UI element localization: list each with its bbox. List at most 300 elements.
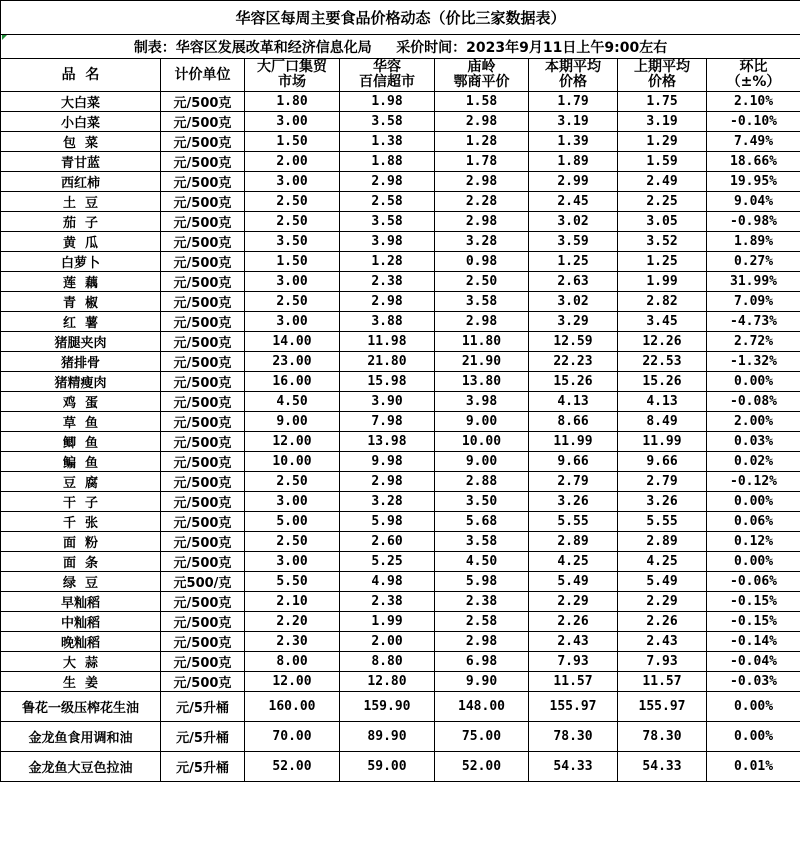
price-market1: 16.00 xyxy=(245,372,340,392)
price-market3: 21.90 xyxy=(435,352,529,372)
price-current-avg: 22.23 xyxy=(529,352,618,372)
item-name: 鲫 鱼 xyxy=(1,432,161,452)
item-unit: 元/5升桶 xyxy=(161,752,245,782)
price-previous-avg: 3.52 xyxy=(618,232,707,252)
table-row xyxy=(1,552,800,572)
item-name: 鸡 蛋 xyxy=(1,392,161,412)
cell-marker xyxy=(2,35,7,40)
price-market2: 2.98 xyxy=(340,292,435,312)
price-change: 2.10% xyxy=(707,92,800,112)
price-change: 7.49% xyxy=(707,132,800,152)
item-unit: 元/500克 xyxy=(161,472,245,492)
price-change: 0.00% xyxy=(707,372,800,392)
price-market3: 2.88 xyxy=(435,472,529,492)
table-row xyxy=(1,212,800,232)
table-row xyxy=(1,112,800,132)
price-change: -4.73% xyxy=(707,312,800,332)
item-unit: 元500/克 xyxy=(161,572,245,592)
survey-time-label: 采价时间：2023年9月11日上午9:00左右 xyxy=(396,39,668,56)
price-market3: 2.98 xyxy=(435,312,529,332)
price-market2: 1.88 xyxy=(340,152,435,172)
price-market1: 2.50 xyxy=(245,292,340,312)
item-name: 鳊 鱼 xyxy=(1,452,161,472)
price-current-avg: 11.57 xyxy=(529,672,618,692)
item-unit: 元/500克 xyxy=(161,432,245,452)
item-unit: 元/500克 xyxy=(161,552,245,572)
header-market3: 庙岭 鄂商平价 xyxy=(435,59,529,92)
price-market1: 70.00 xyxy=(245,722,340,752)
price-previous-avg: 5.49 xyxy=(618,572,707,592)
item-unit: 元/500克 xyxy=(161,352,245,372)
price-market2: 11.98 xyxy=(340,332,435,352)
table-row xyxy=(1,452,800,472)
table-row xyxy=(1,672,800,692)
price-change: -0.03% xyxy=(707,672,800,692)
price-market1: 5.00 xyxy=(245,512,340,532)
price-market2: 3.98 xyxy=(340,232,435,252)
price-current-avg: 4.13 xyxy=(529,392,618,412)
price-market2: 2.38 xyxy=(340,272,435,292)
price-current-avg: 2.29 xyxy=(529,592,618,612)
price-previous-avg: 1.99 xyxy=(618,272,707,292)
item-name: 土 豆 xyxy=(1,192,161,212)
item-unit: 元/500克 xyxy=(161,292,245,312)
price-market3: 3.58 xyxy=(435,292,529,312)
price-previous-avg: 1.59 xyxy=(618,152,707,172)
price-market2: 9.98 xyxy=(340,452,435,472)
price-market3: 2.58 xyxy=(435,612,529,632)
price-previous-avg: 2.29 xyxy=(618,592,707,612)
item-name: 金龙鱼食用调和油 xyxy=(1,722,161,752)
item-unit: 元/500克 xyxy=(161,92,245,112)
price-market3: 3.98 xyxy=(435,392,529,412)
price-market3: 13.80 xyxy=(435,372,529,392)
table-row xyxy=(1,692,800,722)
item-unit: 元/500克 xyxy=(161,512,245,532)
price-market2: 12.80 xyxy=(340,672,435,692)
price-market3: 2.98 xyxy=(435,632,529,652)
price-market1: 9.00 xyxy=(245,412,340,432)
item-unit: 元/500克 xyxy=(161,612,245,632)
price-change: 2.72% xyxy=(707,332,800,352)
item-name: 包 菜 xyxy=(1,132,161,152)
price-market2: 3.90 xyxy=(340,392,435,412)
table-row xyxy=(1,652,800,672)
price-previous-avg: 5.55 xyxy=(618,512,707,532)
table-row xyxy=(1,632,800,652)
item-unit: 元/500克 xyxy=(161,632,245,652)
price-market3: 5.98 xyxy=(435,572,529,592)
price-market1: 2.50 xyxy=(245,472,340,492)
price-change: 18.66% xyxy=(707,152,800,172)
price-previous-avg: 2.89 xyxy=(618,532,707,552)
price-market2: 5.25 xyxy=(340,552,435,572)
price-market2: 2.00 xyxy=(340,632,435,652)
header-name: 品 名 xyxy=(1,59,161,92)
price-market3: 4.50 xyxy=(435,552,529,572)
item-unit: 元/500克 xyxy=(161,192,245,212)
item-unit: 元/500克 xyxy=(161,252,245,272)
price-current-avg: 3.02 xyxy=(529,292,618,312)
price-change: -0.04% xyxy=(707,652,800,672)
table-info xyxy=(1,35,800,59)
table-row xyxy=(1,232,800,252)
price-change: -0.08% xyxy=(707,392,800,412)
price-market1: 8.00 xyxy=(245,652,340,672)
price-current-avg: 2.99 xyxy=(529,172,618,192)
price-previous-avg: 3.05 xyxy=(618,212,707,232)
table-row xyxy=(1,152,800,172)
price-previous-avg: 2.79 xyxy=(618,472,707,492)
price-market1: 2.10 xyxy=(245,592,340,612)
price-market1: 2.00 xyxy=(245,152,340,172)
price-current-avg: 15.26 xyxy=(529,372,618,392)
price-market1: 3.00 xyxy=(245,172,340,192)
price-previous-avg: 54.33 xyxy=(618,752,707,782)
price-previous-avg: 7.93 xyxy=(618,652,707,672)
table-row xyxy=(1,532,800,552)
price-market3: 2.28 xyxy=(435,192,529,212)
price-market3: 9.00 xyxy=(435,452,529,472)
price-market2: 4.98 xyxy=(340,572,435,592)
item-unit: 元/500克 xyxy=(161,452,245,472)
price-market1: 10.00 xyxy=(245,452,340,472)
item-unit: 元/500克 xyxy=(161,652,245,672)
price-change: 0.02% xyxy=(707,452,800,472)
price-market2: 3.88 xyxy=(340,312,435,332)
price-market2: 1.28 xyxy=(340,252,435,272)
price-change: 0.00% xyxy=(707,552,800,572)
header-row xyxy=(1,59,800,92)
price-market2: 7.98 xyxy=(340,412,435,432)
price-market3: 1.58 xyxy=(435,92,529,112)
price-market2: 2.60 xyxy=(340,532,435,552)
price-change: -0.98% xyxy=(707,212,800,232)
price-current-avg: 155.97 xyxy=(529,692,618,722)
price-market3: 6.98 xyxy=(435,652,529,672)
price-change: 0.00% xyxy=(707,692,800,722)
table-row xyxy=(1,312,800,332)
price-market2: 8.80 xyxy=(340,652,435,672)
price-market1: 12.00 xyxy=(245,432,340,452)
price-change: 9.04% xyxy=(707,192,800,212)
item-unit: 元/500克 xyxy=(161,132,245,152)
price-market2: 5.98 xyxy=(340,512,435,532)
price-current-avg: 11.99 xyxy=(529,432,618,452)
price-current-avg: 1.25 xyxy=(529,252,618,272)
price-change: 0.12% xyxy=(707,532,800,552)
price-market2: 3.58 xyxy=(340,112,435,132)
price-previous-avg: 12.26 xyxy=(618,332,707,352)
price-market1: 3.00 xyxy=(245,112,340,132)
table-row xyxy=(1,612,800,632)
item-name: 茄 子 xyxy=(1,212,161,232)
table-title: 华容区每周主要食品价格动态（价比三家数据表） xyxy=(1,1,800,35)
price-previous-avg: 1.25 xyxy=(618,252,707,272)
price-change: 7.09% xyxy=(707,292,800,312)
item-unit: 元/500克 xyxy=(161,492,245,512)
price-change: 1.89% xyxy=(707,232,800,252)
table-row xyxy=(1,572,800,592)
price-previous-avg: 155.97 xyxy=(618,692,707,722)
price-market1: 14.00 xyxy=(245,332,340,352)
price-market2: 15.98 xyxy=(340,372,435,392)
price-market1: 160.00 xyxy=(245,692,340,722)
price-change: 0.03% xyxy=(707,432,800,452)
price-current-avg: 3.29 xyxy=(529,312,618,332)
item-unit: 元/500克 xyxy=(161,372,245,392)
table-row xyxy=(1,722,800,752)
item-name: 晚籼稻 xyxy=(1,632,161,652)
item-name: 大白菜 xyxy=(1,92,161,112)
header-market2: 华容 百信超市 xyxy=(340,59,435,92)
price-market3: 2.38 xyxy=(435,592,529,612)
price-market1: 2.50 xyxy=(245,192,340,212)
price-current-avg: 2.89 xyxy=(529,532,618,552)
header-unit: 计价单位 xyxy=(161,59,245,92)
price-current-avg: 1.79 xyxy=(529,92,618,112)
item-unit: 元/500克 xyxy=(161,152,245,172)
price-current-avg: 2.79 xyxy=(529,472,618,492)
price-current-avg: 78.30 xyxy=(529,722,618,752)
table-row xyxy=(1,272,800,292)
price-previous-avg: 2.82 xyxy=(618,292,707,312)
item-name: 青甘蓝 xyxy=(1,152,161,172)
item-unit: 元/500克 xyxy=(161,172,245,192)
item-unit: 元/500克 xyxy=(161,392,245,412)
price-market1: 3.00 xyxy=(245,312,340,332)
price-change: -0.14% xyxy=(707,632,800,652)
price-market2: 1.98 xyxy=(340,92,435,112)
price-current-avg: 5.49 xyxy=(529,572,618,592)
price-current-avg: 7.93 xyxy=(529,652,618,672)
price-market3: 3.58 xyxy=(435,532,529,552)
item-name: 大 蒜 xyxy=(1,652,161,672)
price-change: -0.15% xyxy=(707,612,800,632)
header-change: 环比 （±%） xyxy=(707,59,800,92)
price-market1: 1.50 xyxy=(245,132,340,152)
table-row xyxy=(1,252,800,272)
price-market3: 2.98 xyxy=(435,212,529,232)
price-current-avg: 3.59 xyxy=(529,232,618,252)
price-change: 19.95% xyxy=(707,172,800,192)
price-current-avg: 5.55 xyxy=(529,512,618,532)
price-previous-avg: 2.26 xyxy=(618,612,707,632)
price-market3: 1.78 xyxy=(435,152,529,172)
item-name: 面 粉 xyxy=(1,532,161,552)
item-unit: 元/500克 xyxy=(161,312,245,332)
price-previous-avg: 11.57 xyxy=(618,672,707,692)
price-current-avg: 2.45 xyxy=(529,192,618,212)
item-unit: 元/500克 xyxy=(161,112,245,132)
price-current-avg: 3.26 xyxy=(529,492,618,512)
price-market1: 2.20 xyxy=(245,612,340,632)
item-name: 小白菜 xyxy=(1,112,161,132)
price-current-avg: 2.43 xyxy=(529,632,618,652)
price-market2: 1.99 xyxy=(340,612,435,632)
price-market2: 2.58 xyxy=(340,192,435,212)
price-market1: 2.50 xyxy=(245,532,340,552)
price-market2: 2.98 xyxy=(340,172,435,192)
price-market3: 3.28 xyxy=(435,232,529,252)
price-change: 0.00% xyxy=(707,492,800,512)
price-current-avg: 9.66 xyxy=(529,452,618,472)
item-name: 中籼稻 xyxy=(1,612,161,632)
price-market2: 21.80 xyxy=(340,352,435,372)
price-market3: 11.80 xyxy=(435,332,529,352)
price-current-avg: 2.63 xyxy=(529,272,618,292)
price-current-avg: 8.66 xyxy=(529,412,618,432)
item-name: 黄 瓜 xyxy=(1,232,161,252)
header-market1: 大厂口集贸 市场 xyxy=(245,59,340,92)
price-change: 0.06% xyxy=(707,512,800,532)
header-current-avg: 本期平均 价格 xyxy=(529,59,618,92)
price-market3: 75.00 xyxy=(435,722,529,752)
price-current-avg: 12.59 xyxy=(529,332,618,352)
price-previous-avg: 4.13 xyxy=(618,392,707,412)
price-market3: 148.00 xyxy=(435,692,529,722)
price-previous-avg: 8.49 xyxy=(618,412,707,432)
item-name: 生 姜 xyxy=(1,672,161,692)
price-current-avg: 2.26 xyxy=(529,612,618,632)
price-market1: 2.50 xyxy=(245,212,340,232)
price-previous-avg: 2.25 xyxy=(618,192,707,212)
price-market3: 9.90 xyxy=(435,672,529,692)
item-unit: 元/500克 xyxy=(161,532,245,552)
price-market1: 23.00 xyxy=(245,352,340,372)
item-name: 白萝卜 xyxy=(1,252,161,272)
table-row xyxy=(1,592,800,612)
item-unit: 元/500克 xyxy=(161,332,245,352)
item-unit: 元/500克 xyxy=(161,272,245,292)
table-row xyxy=(1,192,800,212)
item-unit: 元/500克 xyxy=(161,592,245,612)
price-market1: 3.50 xyxy=(245,232,340,252)
item-unit: 元/500克 xyxy=(161,232,245,252)
price-market2: 1.38 xyxy=(340,132,435,152)
table-row xyxy=(1,92,800,112)
item-name: 豆 腐 xyxy=(1,472,161,492)
item-name: 金龙鱼大豆色拉油 xyxy=(1,752,161,782)
price-change: -0.10% xyxy=(707,112,800,132)
price-market3: 10.00 xyxy=(435,432,529,452)
table-row xyxy=(1,392,800,412)
price-market3: 3.50 xyxy=(435,492,529,512)
price-market3: 2.50 xyxy=(435,272,529,292)
price-market2: 89.90 xyxy=(340,722,435,752)
price-change: -0.15% xyxy=(707,592,800,612)
price-previous-avg: 15.26 xyxy=(618,372,707,392)
price-previous-avg: 3.19 xyxy=(618,112,707,132)
price-current-avg: 3.02 xyxy=(529,212,618,232)
item-name: 青 椒 xyxy=(1,292,161,312)
price-market2: 2.38 xyxy=(340,592,435,612)
item-unit: 元/5升桶 xyxy=(161,692,245,722)
item-name: 鲁花一级压榨花生油 xyxy=(1,692,161,722)
item-name: 早籼稻 xyxy=(1,592,161,612)
table-row xyxy=(1,432,800,452)
price-current-avg: 1.89 xyxy=(529,152,618,172)
price-previous-avg: 4.25 xyxy=(618,552,707,572)
item-name: 千 张 xyxy=(1,512,161,532)
price-previous-avg: 3.26 xyxy=(618,492,707,512)
price-market1: 12.00 xyxy=(245,672,340,692)
item-name: 西红柿 xyxy=(1,172,161,192)
price-change: 0.27% xyxy=(707,252,800,272)
price-market1: 3.00 xyxy=(245,552,340,572)
item-name: 猪精瘦肉 xyxy=(1,372,161,392)
price-market1: 1.80 xyxy=(245,92,340,112)
table-row xyxy=(1,412,800,432)
price-market1: 2.30 xyxy=(245,632,340,652)
price-market1: 3.00 xyxy=(245,272,340,292)
price-previous-avg: 11.99 xyxy=(618,432,707,452)
item-name: 猪排骨 xyxy=(1,352,161,372)
price-previous-avg: 78.30 xyxy=(618,722,707,752)
table-row xyxy=(1,352,800,372)
header-previous-avg: 上期平均 价格 xyxy=(618,59,707,92)
price-market2: 3.28 xyxy=(340,492,435,512)
price-change: 2.00% xyxy=(707,412,800,432)
price-market2: 13.98 xyxy=(340,432,435,452)
price-change: -0.12% xyxy=(707,472,800,492)
price-market2: 3.58 xyxy=(340,212,435,232)
price-previous-avg: 3.45 xyxy=(618,312,707,332)
price-market1: 5.50 xyxy=(245,572,340,592)
price-market3: 2.98 xyxy=(435,112,529,132)
price-market2: 2.98 xyxy=(340,472,435,492)
item-name: 红 薯 xyxy=(1,312,161,332)
item-unit: 元/500克 xyxy=(161,212,245,232)
price-change: 0.01% xyxy=(707,752,800,782)
price-market1: 4.50 xyxy=(245,392,340,412)
price-change: 0.00% xyxy=(707,722,800,752)
price-change: -1.32% xyxy=(707,352,800,372)
table-row xyxy=(1,372,800,392)
table-row xyxy=(1,172,800,192)
table-row xyxy=(1,752,800,782)
price-current-avg: 54.33 xyxy=(529,752,618,782)
item-name: 猪腿夹肉 xyxy=(1,332,161,352)
price-previous-avg: 22.53 xyxy=(618,352,707,372)
table-row xyxy=(1,512,800,532)
price-current-avg: 1.39 xyxy=(529,132,618,152)
price-previous-avg: 2.49 xyxy=(618,172,707,192)
price-market3: 2.98 xyxy=(435,172,529,192)
price-current-avg: 4.25 xyxy=(529,552,618,572)
price-market3: 1.28 xyxy=(435,132,529,152)
item-unit: 元/500克 xyxy=(161,672,245,692)
price-market1: 3.00 xyxy=(245,492,340,512)
table-row xyxy=(1,472,800,492)
price-market3: 5.68 xyxy=(435,512,529,532)
price-market2: 59.00 xyxy=(340,752,435,782)
price-previous-avg: 9.66 xyxy=(618,452,707,472)
price-previous-avg: 1.75 xyxy=(618,92,707,112)
price-market1: 1.50 xyxy=(245,252,340,272)
price-market2: 159.90 xyxy=(340,692,435,722)
item-unit: 元/500克 xyxy=(161,412,245,432)
item-name: 莲 藕 xyxy=(1,272,161,292)
price-change: -0.06% xyxy=(707,572,800,592)
maker-label: 制表：华容区发展改革和经济信息化局 xyxy=(133,39,372,56)
table-row xyxy=(1,332,800,352)
table-row xyxy=(1,492,800,512)
price-change: 31.99% xyxy=(707,272,800,292)
price-previous-avg: 2.43 xyxy=(618,632,707,652)
item-unit: 元/5升桶 xyxy=(161,722,245,752)
item-name: 面 条 xyxy=(1,552,161,572)
